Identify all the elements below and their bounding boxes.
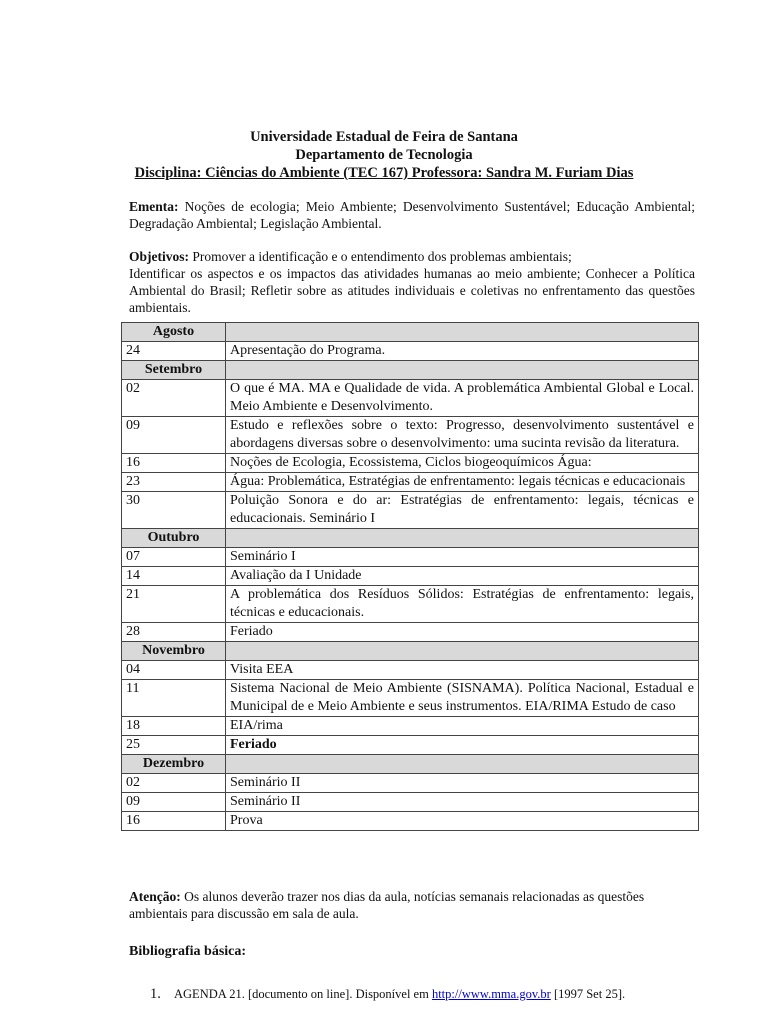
day-cell: 18 <box>122 717 226 736</box>
bibliografia-title: Bibliografia básica: <box>129 944 247 959</box>
day-cell: 11 <box>122 680 226 717</box>
table-row <box>122 812 699 831</box>
department-name: Departamento de Tecnologia <box>295 147 473 163</box>
topic-cell: Seminário I <box>226 548 699 567</box>
reference-link[interactable]: http://www.mma.gov.br <box>431 987 551 1001</box>
table-row <box>122 717 699 736</box>
table-row <box>122 774 699 793</box>
table-row <box>122 492 699 529</box>
table-row <box>122 473 699 492</box>
schedule-table <box>121 322 699 831</box>
month-label: Novembro <box>122 642 226 661</box>
day-cell: 16 <box>122 454 226 473</box>
atencao-paragraph <box>129 888 695 922</box>
topic-cell: EIA/rima <box>226 717 699 736</box>
table-row <box>122 342 699 361</box>
reference-date: [1997 Set 25]. <box>550 987 626 1001</box>
reference-number: 1. <box>150 986 161 1002</box>
topic-cell: Avaliação da I Unidade <box>226 567 699 586</box>
topic-cell: Sistema Nacional de Meio Ambiente (SISNAMA). Política Nacional, Estadual e Municipal de e Meio Ambiente e seus instrumentos. EIA/RIMA Estudo de caso <box>226 680 699 717</box>
university-name: Universidade Estadual de Feira de Santana <box>250 129 518 145</box>
table-row <box>122 623 699 642</box>
day-cell: 16 <box>122 812 226 831</box>
topic-cell: Seminário II <box>226 774 699 793</box>
reference-item-1 <box>150 986 625 1003</box>
table-row <box>122 567 699 586</box>
table-row <box>122 548 699 567</box>
day-cell: 04 <box>122 661 226 680</box>
reference-text: AGENDA 21. [documento on line]. Disponível em <box>174 987 432 1001</box>
month-row-novembro <box>122 642 699 661</box>
day-cell: 09 <box>122 417 226 454</box>
month-row-agosto <box>122 323 699 342</box>
table-row <box>122 793 699 812</box>
table-row <box>122 417 699 454</box>
topic-cell: Feriado <box>226 623 699 642</box>
topic-cell: Estudo e reflexões sobre o texto: Progresso, desenvolvimento sustentável e abordagens diversas sobre o desenvolvimento: uma sucinta revisão da literatura. <box>226 417 699 454</box>
day-cell: 30 <box>122 492 226 529</box>
month-label: Outubro <box>122 529 226 548</box>
month-row-outubro <box>122 529 699 548</box>
table-row <box>122 586 699 623</box>
atencao-label: Atenção: <box>129 889 181 904</box>
month-row-setembro <box>122 361 699 380</box>
topic-cell: Prova <box>226 812 699 831</box>
table-row <box>122 380 699 417</box>
topic-cell: O que é MA. MA e Qualidade de vida. A problemática Ambiental Global e Local. Meio Ambiente e Desenvolvimento. <box>226 380 699 417</box>
objetivos-paragraph <box>129 248 695 316</box>
course-and-professor: Disciplina: Ciências do Ambiente (TEC 167) Professora: Sandra M. Furiam Dias <box>134 165 634 181</box>
table-row <box>122 454 699 473</box>
topic-cell: Feriado <box>226 736 699 755</box>
month-label: Agosto <box>122 323 226 342</box>
day-cell: 02 <box>122 380 226 417</box>
table-row <box>122 736 699 755</box>
ementa-text: Noções de ecologia; Meio Ambiente; Desenvolvimento Sustentável; Educação Ambiental; Degradação Ambiental; Legislação Ambiental. <box>129 199 695 231</box>
topic-cell: Seminário II <box>226 793 699 812</box>
table-row <box>122 680 699 717</box>
topic-cell: Visita EEA <box>226 661 699 680</box>
objetivos-label: Objetivos: <box>129 249 189 264</box>
day-cell: 02 <box>122 774 226 793</box>
atencao-text: Os alunos deverão trazer nos dias da aula, notícias semanais relacionadas as questões ambientais para discussão em sala de aula. <box>129 889 645 921</box>
topic-cell: A problemática dos Resíduos Sólidos: Estratégias de enfrentamento: legais, técnicas e educacionais. <box>226 586 699 623</box>
ementa-label: Ementa: <box>129 199 179 214</box>
day-cell: 14 <box>122 567 226 586</box>
day-cell: 23 <box>122 473 226 492</box>
table-row <box>122 661 699 680</box>
day-cell: 07 <box>122 548 226 567</box>
document-header <box>0 128 768 182</box>
objetivos-text-1: Promover a identificação e o entendimento dos problemas ambientais; <box>189 249 572 264</box>
day-cell: 09 <box>122 793 226 812</box>
topic-cell: Apresentação do Programa. <box>226 342 699 361</box>
objetivos-text-2: Identificar os aspectos e os impactos das atividades humanas ao meio ambiente; Conhecer a Política Ambiental do Brasil; Refletir sobre as atitudes individuais e coletivas no enfrentamento das questões ambientais. <box>129 266 695 315</box>
day-cell: 21 <box>122 586 226 623</box>
ementa-paragraph <box>129 198 695 232</box>
month-label: Dezembro <box>122 755 226 774</box>
month-row-dezembro <box>122 755 699 774</box>
day-cell: 24 <box>122 342 226 361</box>
day-cell: 28 <box>122 623 226 642</box>
day-cell: 25 <box>122 736 226 755</box>
topic-cell: Poluição Sonora e do ar: Estratégias de enfrentamento: legais, técnicas e educacionais. Seminário I <box>226 492 699 529</box>
topic-cell: Noções de Ecologia, Ecossistema, Ciclos biogeoquímicos Água: <box>226 454 699 473</box>
month-label: Setembro <box>122 361 226 380</box>
topic-cell: Água: Problemática, Estratégias de enfrentamento: legais técnicas e educacionais <box>226 473 699 492</box>
